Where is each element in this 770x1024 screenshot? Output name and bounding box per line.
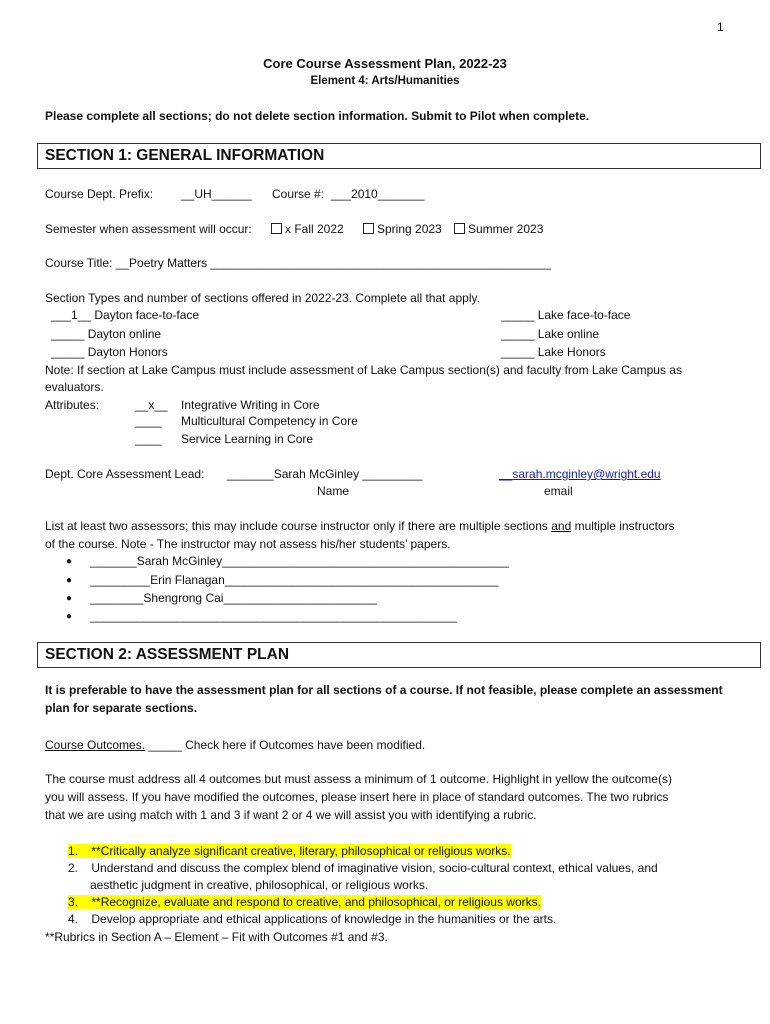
course-outcomes-row: Course Outcomes. _____ Check here if Outcomes have been modified.	[45, 738, 426, 752]
attribute-mark: __x__	[135, 398, 168, 412]
semester-summer[interactable]: Summer 2023	[454, 222, 543, 236]
section1-header	[37, 143, 761, 169]
outcome-item: 4. Develop appropriate and ethical applications of knowledge in the humanities or the arts.	[68, 912, 557, 926]
lake-online: _____ Lake online	[501, 327, 600, 341]
prefix-value: __UH______	[181, 187, 252, 201]
section2-header	[37, 642, 761, 668]
attribute-label: Service Learning in Core	[181, 432, 314, 446]
outcome-item: 2. Understand and discuss the complex blend of imaginative vision, socio-cultural context, ethical values, and	[68, 861, 658, 875]
lead-email-caption: email	[544, 484, 573, 498]
course-num-value: ___2010_______	[331, 187, 425, 201]
section-types-intro: Section Types and number of sections offered in 2022-23. Complete all that apply.	[45, 291, 480, 305]
outcomes-paragraph-line3: that we are using match with 1 and 3 if want 2 or 4 we will assist you with identifying a rubric.	[45, 808, 537, 822]
bullet-icon: ●	[66, 556, 73, 567]
bullet-icon: ●	[66, 611, 73, 622]
assessors-note: of the course. Note - The instructor may not assess his/her students’ papers.	[45, 537, 451, 551]
attributes-label: Attributes:	[45, 398, 100, 412]
assessor-item: _______________________________________________________	[90, 609, 458, 623]
semester-spring[interactable]: Spring 2023	[363, 222, 442, 236]
dayton-honors: _____ Dayton Honors	[51, 345, 168, 359]
page-number: 1	[717, 20, 724, 34]
bullet-icon: ●	[66, 593, 73, 604]
lead-email-link[interactable]: sarah.mcginley@wright.edu	[512, 467, 661, 481]
course-title-row: Course Title: __Poetry Matters ___________________________________________________	[45, 256, 551, 270]
assessors-instructions: List at least two assessors; this may include course instructor only if there are multiple sections and multiple instructors	[45, 519, 675, 533]
note-line1: Note: If section at Lake Campus must include assessment of Lake Campus section(s) and faculty from Lake Campus as	[45, 363, 682, 377]
preferable-line1: It is preferable to have the assessment plan for all sections of a course. If not feasible, please complete an assessment	[45, 683, 723, 697]
lead-name: _______Sarah McGinley _________	[227, 467, 423, 481]
outcomes-paragraph-line1: The course must address all 4 outcomes but must assess a minimum of 1 outcome. Highlight in yellow the outcome(s)	[45, 772, 672, 786]
course-title-value: __Poetry Matters ___________________________________________________	[115, 256, 551, 270]
dayton-f2f: ___1__ Dayton face-to-face	[51, 308, 200, 322]
checkbox-icon	[454, 223, 465, 234]
lake-f2f: _____ Lake face-to-face	[501, 308, 631, 322]
instruction-text: Please complete all sections; do not delete section information. Submit to Pilot when complete.	[45, 109, 590, 123]
attribute-label: Multicultural Competency in Core	[181, 414, 358, 428]
attribute-label: Integrative Writing in Core	[181, 398, 320, 412]
outcome-item: 1. **Critically analyze significant creative, literary, philosophical or religious works.	[68, 844, 511, 858]
document-subtitle: Element 4: Arts/Humanities	[310, 75, 460, 87]
section2-title: SECTION 2: ASSESSMENT PLAN	[45, 646, 290, 663]
outcome-item-continued: aesthetic judgment in creative, philosophical, or religious works.	[90, 878, 429, 892]
lead-label: Dept. Core Assessment Lead:	[45, 467, 205, 481]
course-num-label: Course #:	[272, 187, 325, 201]
semester-fall[interactable]: x Fall 2022	[271, 222, 344, 236]
document-title: Core Course Assessment Plan, 2022-23	[263, 56, 507, 71]
outcomes-paragraph-line2: you will assess. If you have modified the outcomes, please insert here in place of standard outcomes. The two rubrics	[45, 790, 669, 804]
attribute-mark: ____	[135, 432, 162, 446]
assessor-item: ________Shengrong Cai_______________________	[90, 591, 377, 605]
assessor-item: _________Erin Flanagan_________________________________________	[90, 573, 499, 587]
dayton-online: _____ Dayton online	[51, 327, 162, 341]
lead-email-row: __sarah.mcginley@wright.edu	[499, 467, 661, 481]
checkbox-icon	[363, 223, 374, 234]
prefix-label: Course Dept. Prefix:	[45, 187, 154, 201]
attribute-mark: ____	[135, 414, 162, 428]
assessor-item: _______Sarah McGinley___________________________________________	[90, 554, 510, 568]
checkbox-icon	[271, 223, 282, 234]
note-line2: evaluators.	[45, 380, 104, 394]
bullet-icon: ●	[66, 575, 73, 586]
rubrics-note: **Rubrics in Section A – Element – Fit with Outcomes #1 and #3.	[45, 930, 388, 944]
preferable-line2: plan for separate sections.	[45, 701, 198, 715]
semester-label: Semester when assessment will occur:	[45, 222, 252, 236]
lead-name-caption: Name	[317, 484, 350, 498]
outcome-item: 3. **Recognize, evaluate and respond to creative, and philosophical, or religious works.	[68, 895, 541, 909]
lake-honors: _____ Lake Honors	[501, 345, 606, 359]
section1-title: SECTION 1: GENERAL INFORMATION	[45, 147, 325, 164]
